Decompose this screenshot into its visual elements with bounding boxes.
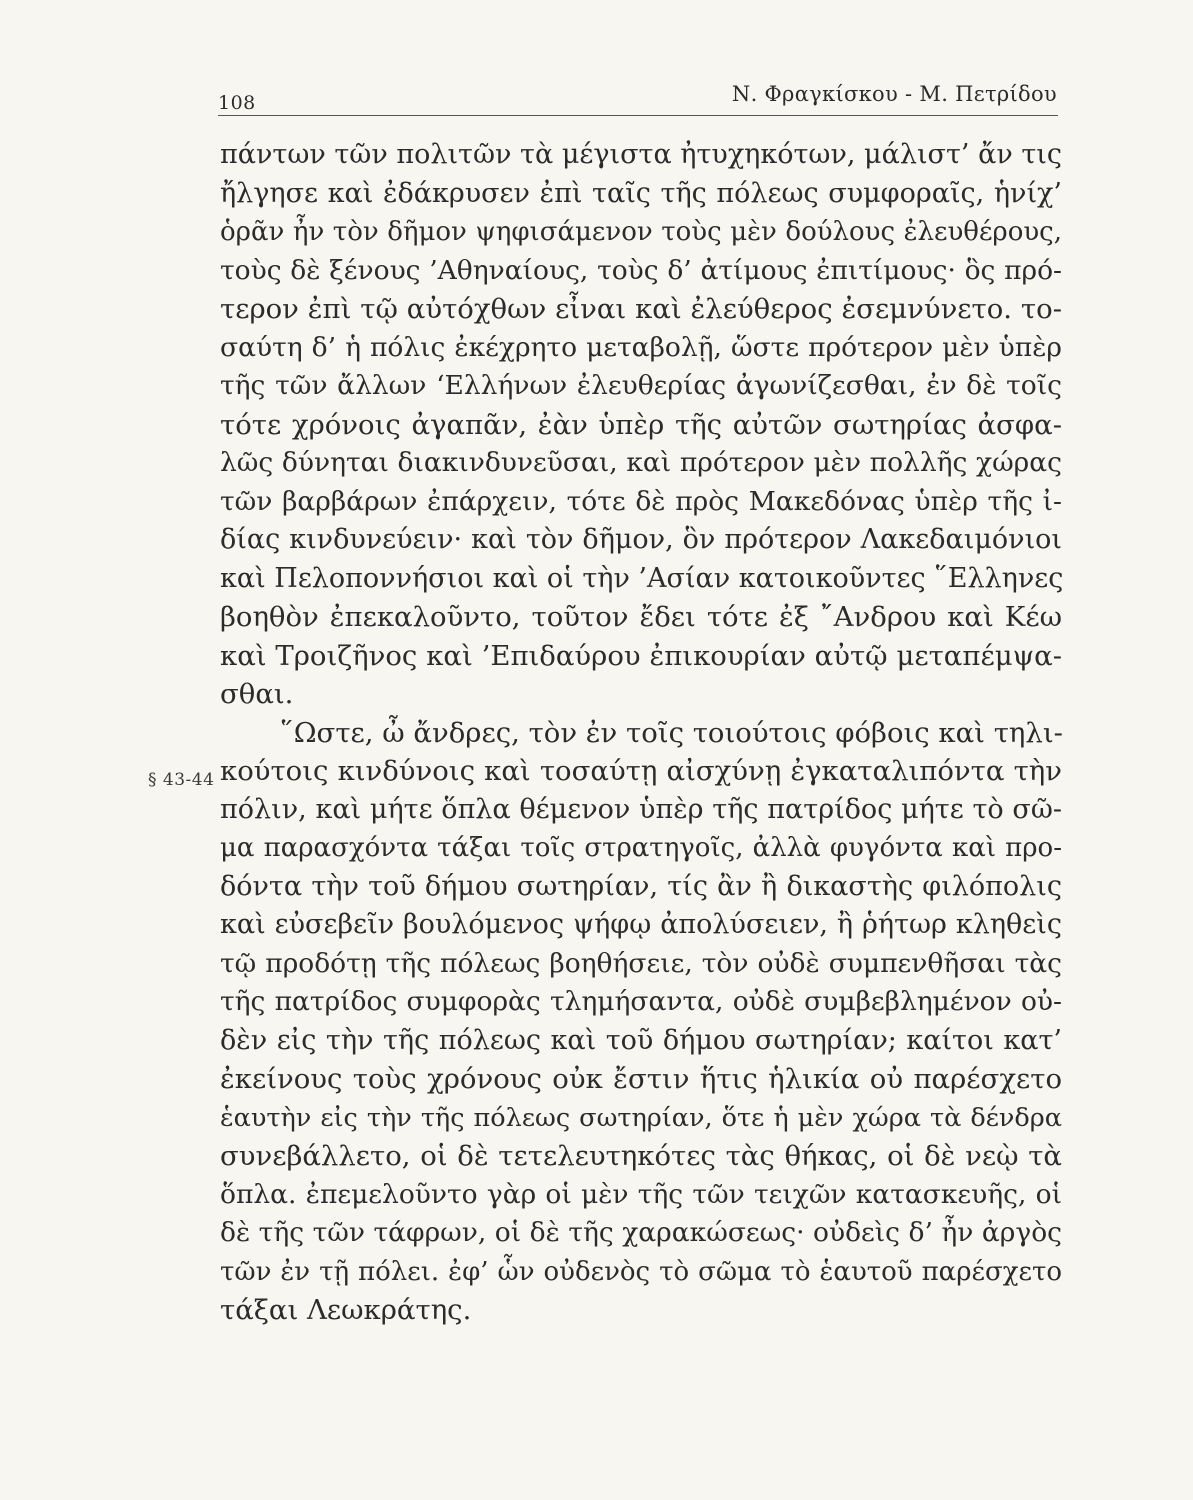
text-line: δόντα τὴν τοῦ δήμου σωτηρίαν, τίς ἂν ἢ δικαστὴς φιλόπολις	[220, 870, 1062, 902]
text-line: πάντων τῶν πολιτῶν τὰ μέγιστα ἠτυχηκότων, μάλιστ’ ἄν τις	[220, 139, 1062, 170]
text-line: τοὺς δὲ ξένους ’Αθηναίους, τοὺς δ’ ἀτίμους ἐπιτίμους· ὃς πρό-	[220, 254, 1062, 286]
text-line: καὶ εὐσεβεῖν βουλόμενος ψήφῳ ἀπολύσειεν, ἢ ῥήτωρ κληθεὶς	[220, 909, 1062, 940]
text-line: τῆς τῶν ἄλλων ‘Ελλήνων ἐλευθερίας ἀγωνίζεσθαι, ἐν δὲ τοῖς	[220, 370, 1062, 401]
text-line: καὶ Πελοποννήσιοι καὶ οἱ τὴν ’Ασίαν κατοικοῦντες ῞Ελληνες	[220, 562, 1064, 594]
body-text	[220, 136, 1062, 1330]
text-line: ὅπλα. ἐπεμελοῦντο γὰρ οἱ μὲν τῆς τῶν τειχῶν κατασκευῆς, οἱ	[220, 1178, 1062, 1210]
text-line: δίας κινδυνεύειν· καὶ τὸν δῆμον, ὃν πρότερον Λακεδαιμόνιοι	[220, 524, 1062, 555]
page-header	[0, 0, 1193, 120]
text-line: τῆς πατρίδος συμφορὰς τλημήσαντα, οὐδὲ συμβεβλημένον οὐ-	[220, 986, 1062, 1017]
text-line: βοηθὸν ἐπεκαλοῦντο, τοῦτον ἔδει τότε ἐξ ῎Ανδρου καὶ Κέω	[220, 601, 1062, 633]
text-line: καὶ Τροιζῆνος καὶ ’Επιδαύρου ἐπικουρίαν αὐτῷ μεταπέμψα-	[220, 639, 1062, 672]
page-number: 108	[218, 92, 256, 114]
text-line: ῞Ωστε, ὦ ἄνδρες, τὸν ἐν τοῖς τοιούτοις φόβοις καὶ τηλι-	[280, 716, 1063, 749]
text-line: σαύτη δ’ ἡ πόλις ἐκέχρητο μεταβολῇ, ὥστε πρότερον μὲν ὑπὲρ	[220, 331, 1062, 363]
text-line: ἐκείνους τοὺς χρόνους οὐκ ἔστιν ἥτις ἡλικία οὐ παρέσχετο	[220, 1063, 1062, 1095]
text-line: τότε χρόνοις ἀγαπᾶν, ἐὰν ὑπὲρ τῆς αὐτῶν σωτηρίας ἀσφα-	[220, 408, 1062, 441]
text-line: τάξαι Λεωκράτης.	[220, 1294, 472, 1326]
text-line: πόλιν, καὶ μήτε ὅπλα θέμενον ὑπὲρ τῆς πατρίδος μήτε τὸ σῶ-	[220, 793, 1062, 825]
text-line: ἑαυτὴν εἰς τὴν τῆς πόλεως σωτηρίαν, ὅτε ἡ μὲν χώρα τὰ δένδρα	[220, 1102, 1062, 1133]
section-margin-note: § 43-44	[148, 770, 215, 790]
header-rule	[218, 115, 1058, 116]
text-line: ἤλγησε καὶ ἐδάκρυσεν ἐπὶ ταῖς τῆς πόλεως συμφοραῖς, ἡνίχ’	[220, 177, 1062, 209]
text-line: συνεβάλλετο, οἱ δὲ τετελευτηκότες τὰς θήκας, οἱ δὲ νεῲ τὰ	[220, 1140, 1062, 1172]
text-line: τῶν ἐν τῇ πόλει. ἐφ’ ὧν οὐδενὸς τὸ σῶμα τὸ ἑαυτοῦ παρέσχετο	[220, 1256, 1062, 1287]
text-line: σθαι.	[220, 678, 294, 710]
text-line: τῶν βαρβάρων ἐπάρχειν, τότε δὲ πρὸς Μακεδόνας ὑπὲρ τῆς ἰ-	[220, 485, 1062, 517]
text-line: ὁρᾶν ἦν τὸν δῆμον ψηφισάμενον τοὺς μὲν δούλους ἐλευθέρους,	[220, 217, 1062, 247]
text-line: δὲ τῆς τῶν τάφρων, οἱ δὲ τῆς χαρακώσεως· οὐδεὶς δ’ ἦν ἀργὸς	[220, 1217, 1062, 1248]
text-line: κούτοις κινδύνοις καὶ τοσαύτῃ αἰσχύνῃ ἐγκαταλιπόντα τὴν	[220, 755, 1062, 787]
running-head: Ν. Φραγκίσκου - Μ. Πετρίδου	[731, 82, 1057, 106]
text-line: λῶς δύνηται διακινδυνεῦσαι, καὶ πρότερον μὲν πολλῆς χώρας	[220, 447, 1062, 478]
text-line: μα παρασχόντα τάξαι τοῖς στρατηγοῖς, ἀλλὰ φυγόντα καὶ προ-	[220, 833, 1062, 863]
text-line: τερον ἐπὶ τῷ αὐτόχθων εἶναι καὶ ἐλεύθερος ἐσεμνύνετο. το-	[220, 293, 1062, 325]
text-line: δὲν εἰς τὴν τῆς πόλεως καὶ τοῦ δήμου σωτηρίαν; καίτοι κατ’	[220, 1024, 1062, 1056]
text-line: τῷ προδότῃ τῆς πόλεως βοηθήσειε, τὸν οὐδὲ συμπενθῆσαι τὰς	[220, 947, 1062, 979]
